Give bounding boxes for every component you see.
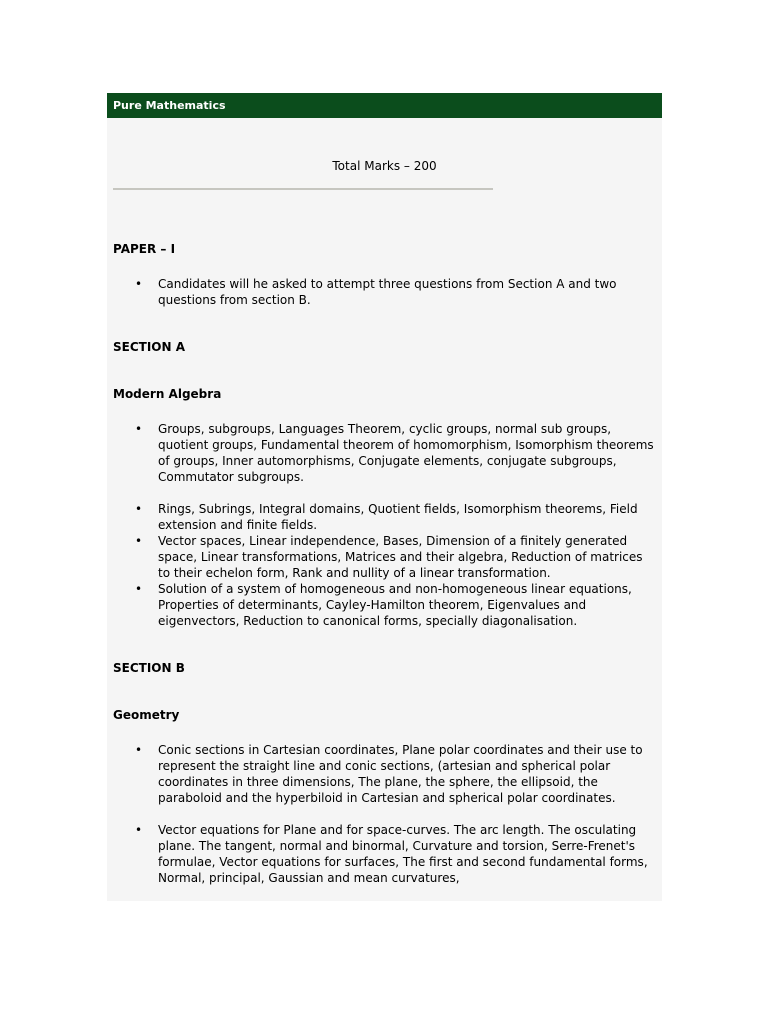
list-item: • Conic sections in Cartesian coordinates, Plane polar coordinates and their use to represent the straight line and conic sections, (artesian and spherical polar coordinates in three dimensions, The plane, the sphere, the ellipsoid, the paraboloid and the hyperbiloid in Cartesian and spherical polar coordinates. [158, 742, 656, 806]
syllabus-content [107, 158, 662, 886]
page-header [107, 93, 662, 118]
paper-instructions [113, 276, 656, 308]
modern-algebra-heading: Modern Algebra [113, 387, 222, 401]
list-item: • Solution of a system of homogeneous and non-homogeneous linear equations, Properties of determinants, Cayley-Hamilton theorem, Eigenvalues and eigenvectors, Reduction to canonical forms, specially diagonalisation. [158, 581, 656, 629]
list-item: • Rings, Subrings, Integral domains, Quotient fields, Isomorphism theorems, Field extension and finite fields. [158, 501, 656, 533]
total-marks: Total Marks – 200 [332, 159, 437, 173]
geometry-list [113, 742, 656, 886]
modern-algebra-list [113, 421, 656, 629]
syllabus-page [107, 93, 662, 901]
list-item: • Vector equations for Plane and for space-curves. The arc length. The osculating plane. The tangent, normal and binormal, Curvature and torsion, Serre-Frenet's formulae, Vector equations for surfaces, The first and second fundamental forms, Normal, principal, Gaussian and mean curvatures, [158, 822, 656, 886]
section-b-heading: SECTION B [113, 661, 185, 675]
paper-heading: PAPER – I [113, 242, 176, 256]
geometry-heading: Geometry [113, 708, 180, 722]
list-item: • Candidates will he asked to attempt three questions from Section A and two questions from section B. [158, 276, 656, 308]
list-item: • Groups, subgroups, Languages Theorem, cyclic groups, normal sub groups, quotient groups, Fundamental theorem of homomorphism, Isomorphism theorems of groups, Inner automorphisms, Conjugate elements, conjugate subgroups, Commutator subgroups. [158, 421, 656, 485]
divider-rule [113, 188, 493, 190]
header-title: Pure Mathematics [113, 99, 226, 112]
section-a-heading: SECTION A [113, 340, 186, 354]
list-item: • Vector spaces, Linear independence, Bases, Dimension of a finitely generated space, Linear transformations, Matrices and their algebra, Reduction of matrices to their echelon form, Rank and nullity of a linear transformation. [158, 533, 656, 581]
